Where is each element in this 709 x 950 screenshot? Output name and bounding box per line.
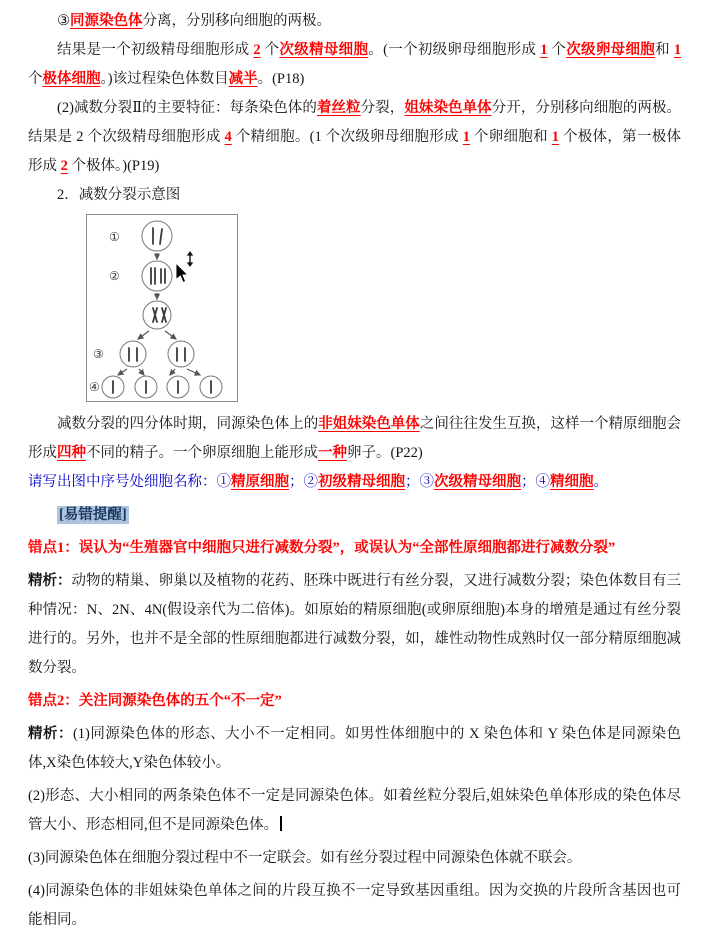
text-run: 同源染色体 <box>70 13 143 29</box>
text-run: 精析： <box>28 726 73 742</box>
document-body-bottom <box>28 410 681 935</box>
para-tetrad-crossover <box>28 410 681 468</box>
para-cell-names <box>28 468 681 497</box>
para-error-2-item-4 <box>28 877 681 935</box>
text-run: 1 <box>462 129 470 145</box>
text-run: 之间往往发生互换，这样一个精原细胞会形成 <box>28 416 682 461</box>
text-run: 次级卵母细胞 <box>566 42 656 58</box>
text-run: (2)减数分裂Ⅱ的主要特征：每条染色体的 <box>57 100 317 116</box>
para-error-2-item-1 <box>28 720 681 778</box>
text-run: 2．减数分裂示意图 <box>57 187 181 203</box>
para-meiosis2-features <box>28 94 681 181</box>
stage-label-2: ② <box>109 269 120 283</box>
heading-error-point-2 <box>28 687 681 716</box>
text-run: 错点2：关注同源染色体的五个“不一定” <box>28 693 282 709</box>
text-run: 个极体，第一极体形成 <box>28 129 682 174</box>
text-run: 分开，分别移向细胞的两极。结果是 2 个次级精母细胞形成 <box>28 100 682 145</box>
text-run: 卵子。(P22) <box>347 445 423 461</box>
text-run: 分裂， <box>360 100 405 116</box>
stage-label-1: ① <box>109 230 120 244</box>
text-run: (1)同源染色体的形态、大小不一定相同。如男性体细胞中的 X 染色体和 Y 染色体是同源染色体,X染色体较大,Y染色体较小。 <box>28 726 682 771</box>
text-run: 精原细胞 <box>231 474 289 490</box>
resize-icon <box>187 251 193 267</box>
text-run: 精细胞 <box>550 474 594 490</box>
text-run: 一种 <box>318 445 347 461</box>
label-error-reminder <box>28 501 681 530</box>
text-run: ；④ <box>521 474 550 490</box>
para-error-2-item-3 <box>28 844 681 873</box>
text-run: 极体细胞 <box>42 71 101 87</box>
text-run: 个极体。)(P19) <box>67 158 160 174</box>
text-run: 。(一个初级卵母细胞形成 <box>368 42 541 58</box>
text-run: 个 <box>547 42 567 58</box>
mouse-cursor <box>175 251 199 285</box>
text-run: 着丝粒 <box>316 100 361 116</box>
meiosis-diagram-figure[interactable] <box>86 214 238 402</box>
meiosis-diagram <box>87 215 237 401</box>
text-run: 2 <box>60 158 68 174</box>
text-run: 初级精母细胞 <box>318 474 405 490</box>
text-run: 结果是一个初级精母细胞形成 <box>57 42 254 58</box>
text-run: 次级精母细胞 <box>279 42 369 58</box>
text-caret <box>280 816 282 831</box>
stage-label-4: ④ <box>89 380 100 394</box>
text-run: 。)该过程染色体数目 <box>100 71 229 87</box>
para-error-1-analysis <box>28 567 681 683</box>
text-run: 次级精母细胞 <box>434 474 521 490</box>
text-run: 错点1：误认为“生殖器官中细胞只进行减数分裂”，或误认为“全部性原细胞都进行减数分裂” <box>28 540 616 556</box>
text-run: ；② <box>289 474 318 490</box>
text-run: 。(P18) <box>257 71 305 87</box>
text-run: 个 <box>28 71 43 87</box>
text-run: 不同的精子。一个卵原细胞上能形成 <box>86 445 318 461</box>
text-run: 4 <box>224 129 232 145</box>
para-meiosis1-result <box>28 36 681 94</box>
text-run: (3)同源染色体在细胞分裂过程中不一定联会。如有丝分裂过程中同源染色体就不联会。 <box>28 850 582 866</box>
text-run: 请写出图中序号处细胞名称：① <box>28 474 231 490</box>
text-run: 减数分裂的四分体时期，同源染色体上的 <box>57 416 319 432</box>
stage-labels <box>89 230 120 394</box>
text-run: (4)同源染色体的非姐妹染色单体之间的片段互换不一定导致基因重组。因为交换的片段所含基因也可能相同。 <box>28 883 681 928</box>
text-run: (2)形态、大小相同的两条染色体不一定是同源染色体。如着丝粒分裂后,姐妹染色单体形成的染色体尽管大小、形态相同,但不是同源染色体。 <box>28 788 681 833</box>
text-run: 精析： <box>28 573 72 589</box>
text-run: ；③ <box>405 474 434 490</box>
text-run: 。 <box>593 474 608 490</box>
stage-label-3: ③ <box>93 347 104 361</box>
pointer-arrow-icon <box>176 263 188 282</box>
text-run: 四种 <box>57 445 86 461</box>
text-run: 个精细胞。(1 个次级卵母细胞形成 <box>231 129 463 145</box>
text-run: 1 <box>540 42 548 58</box>
document-body-top <box>28 7 681 210</box>
text-run: [易错提醒] <box>59 507 127 523</box>
para-error-2-item-2 <box>28 782 681 840</box>
text-run: 2 <box>253 42 261 58</box>
heading-meiosis-diagram <box>28 181 681 210</box>
text-run: 个卵细胞和 <box>469 129 552 145</box>
text-run: 非姐妹染色单体 <box>318 416 420 432</box>
para-meiosis1-step3 <box>28 7 681 36</box>
text-run: 个 <box>260 42 280 58</box>
text-run: ③ <box>57 13 70 29</box>
text-run: 1 <box>551 129 560 145</box>
text-run: 姐妹染色单体 <box>404 100 492 116</box>
text-run: 分离，分别移向细胞的两极。 <box>142 13 331 29</box>
text-run: 减半 <box>228 71 258 87</box>
text-run: 和 <box>655 42 674 58</box>
heading-error-point-1 <box>28 534 681 563</box>
text-run: 1 <box>673 42 682 58</box>
text-run: 动物的精巢、卵巢以及植物的花药、胚珠中既进行有丝分裂，又进行减数分裂；染色体数目有三种情况：N、2N、4N(假设亲代为二倍体)。如原始的精原细胞(或卵原细胞)本身的增殖是通过有丝分裂进行的。另外，也并不是全部的性原细胞都进行减数分裂，如，雄性动物性成熟时仅一部分精原细胞减数分裂。 <box>28 573 682 676</box>
